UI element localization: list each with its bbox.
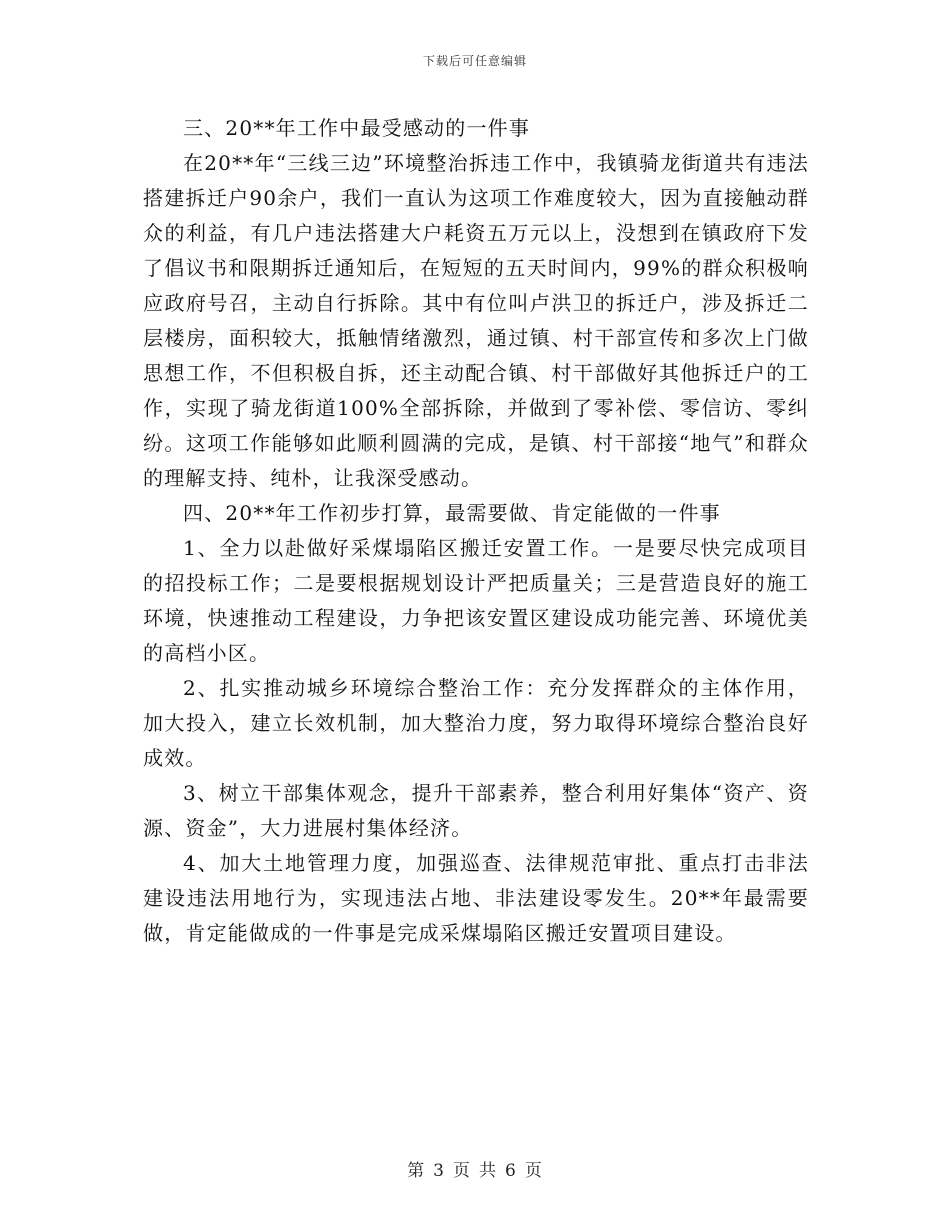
footer-suffix: 页 bbox=[524, 1161, 543, 1181]
plan-item-3: 3、树立干部集体观念，提升干部素养，整合利用好集体“资产、资源、资金”，大力进展村集体经济。 bbox=[143, 781, 809, 840]
page-header: 下载后可任意编辑 bbox=[422, 54, 527, 68]
document-body bbox=[143, 111, 809, 951]
footer-total-pages: 6 bbox=[505, 1161, 517, 1181]
plan-item-4: 4、加大土地管理力度，加强巡查、法律规范审批、重点打击非法建设违法用地行为，实现违法占地、非法建设零发生。20**年最需要做，肯定能做成的一件事是完成采煤塌陷区搬迁安置项目建设。 bbox=[143, 851, 809, 945]
section-heading-3: 三、20**年工作中最受感动的一件事 bbox=[183, 116, 531, 140]
footer-total-word: 共 bbox=[479, 1161, 497, 1181]
page-footer bbox=[0, 1156, 950, 1181]
plan-item-1: 1、全力以赴做好采煤塌陷区搬迁安置工作。一是要尽快完成项目的招投标工作；二是要根据规划设计严把质量关；三是营造良好的施工环境，快速推动工程建设，力争把该安置区建设成功能完善、环境优美的高档小区。 bbox=[143, 536, 809, 665]
footer-page-word: 页 bbox=[453, 1161, 471, 1181]
footer-prefix: 第 bbox=[407, 1161, 426, 1181]
plan-item-2: 2、扎实推动城乡环境综合整治工作：充分发挥群众的主体作用，加大投入，建立长效机制，加大整治力度，努力取得环境综合整治良好成效。 bbox=[143, 676, 809, 770]
footer-current-page: 3 bbox=[433, 1161, 445, 1181]
paragraph-demolition-story: 在20**年“三线三边”环境整治拆违工作中，我镇骑龙街道共有违法搭建拆迁户90余户，我们一直认为这项工作难度较大，因为直接触动群众的利益，有几户违法搭建大户耗资五万元以上，没想到在镇政府下发了倡议书和限期拆迁通知后，在短短的五天时间内，99%的群众积极响应政府号召，主动自行拆除。其中有位叫卢洪卫的拆迁户，涉及拆迁二层楼房，面积较大，抵触情绪激烈，通过镇、村干部宣传和多次上门做思想工作，不但积极自拆，还主动配合镇、村干部做好其他拆迁户的工作，实现了骑龙街道100%全部拆除，并做到了零补偿、零信访、零纠纷。这项工作能够如此顺利圆满的完成，是镇、村干部接“地气”和群众的理解支持、纯朴，让我深受感动。 bbox=[143, 151, 809, 490]
section-heading-4: 四、20**年工作初步打算，最需要做、肯定能做的一件事 bbox=[183, 501, 721, 525]
